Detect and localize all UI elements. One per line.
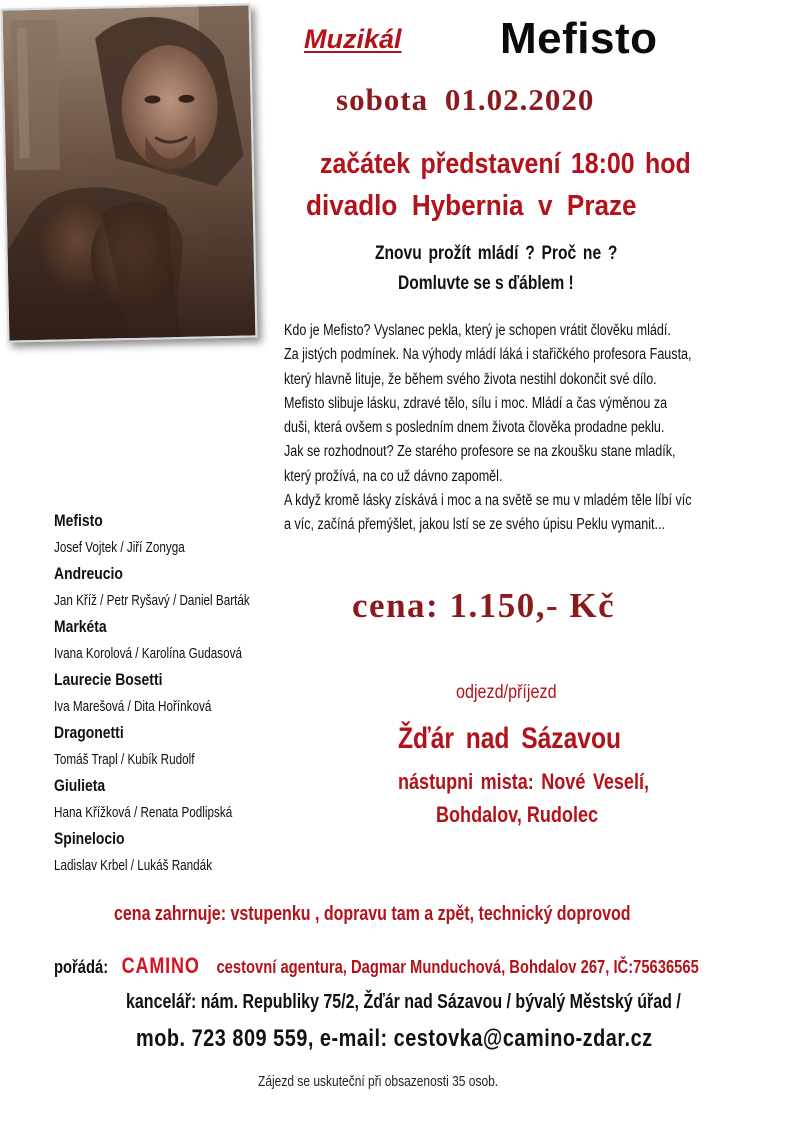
- cast-actors: Ladislav Krbel / Lukáš Randák: [54, 856, 213, 874]
- genre-label: Muzikál: [304, 24, 402, 54]
- cast-actors: Jan Kříž / Petr Ryšavý / Daniel Barták: [54, 591, 250, 609]
- cast-role: Laurecie Bosetti: [54, 670, 163, 689]
- cast-role: Markéta: [54, 617, 107, 636]
- cast-actors: Iva Marešová / Dita Hořínková: [54, 697, 212, 715]
- departure-city: Žďár nad Sázavou: [398, 722, 622, 755]
- cast-role: Spinelocio: [54, 829, 125, 848]
- synopsis: [284, 319, 754, 538]
- slogan-line-2: Domluvte se s ďáblem !: [398, 273, 574, 294]
- synopsis-line: Za jistých podmínek. Na výhody mládí láká i stařičkého profesora Fausta,: [284, 346, 692, 364]
- price-includes: cena zahrnuje: vstupenku , dopravu tam a zpět, technický doprovod: [114, 903, 631, 925]
- cast-role: Andreucio: [54, 564, 123, 583]
- cast-role: Dragonetti: [54, 723, 124, 742]
- show-date: sobota 01.02.2020: [336, 82, 595, 117]
- show-title: Mefisto: [500, 14, 658, 63]
- cast-actors: Ivana Korolová / Karolína Gudasová: [54, 644, 242, 662]
- cast-list: [54, 508, 354, 879]
- synopsis-line: který prožívá, na co už dávno zapoměl.: [284, 467, 503, 485]
- synopsis-line: který hlavně lituje, že během svého života nestihl dokončit své dílo.: [284, 370, 657, 388]
- show-venue: divadlo Hybernia v Praze: [306, 190, 637, 222]
- organizer-line: [54, 953, 699, 979]
- boarding-points-line-2: Bohdalov, Rudolec: [436, 802, 599, 827]
- organizer-label: pořádá:: [54, 957, 109, 977]
- departure-label: odjezd/příjezd: [456, 682, 557, 703]
- synopsis-line: Kdo je Mefisto? Vyslanec pekla, který je schopen vrátit člověku mládí.: [284, 322, 671, 339]
- poster-photo-art: [3, 5, 256, 340]
- synopsis-line: A když kromě lásky získává i moc a na světě se mu v mladém těle líbí víc: [284, 492, 692, 510]
- synopsis-line: a víc, začíná přemýšlet, jakou lstí se ze svého úpisu Peklu vymanit...: [284, 516, 666, 534]
- minimum-participants-note: Zájezd se uskuteční při obsazenosti 35 osob.: [258, 1073, 499, 1090]
- poster-photo: [1, 3, 258, 342]
- synopsis-line: duši, která ovšem s posledním dnem života člověka prodadne peklu.: [284, 419, 665, 437]
- cast-role: Giulieta: [54, 776, 106, 795]
- synopsis-line: Mefisto slibuje lásku, zdravé tělo, sílu i moc. Mládí a čas výměnou za: [284, 394, 668, 412]
- brand-logo-text: CAMINO: [121, 953, 200, 978]
- cast-actors: Hana Křížková / Renata Podlipská: [54, 803, 233, 821]
- office-address: kancelář: nám. Republiky 75/2, Žďár nad Sázavou / bývalý Městský úřad /: [126, 991, 681, 1013]
- price: cena: 1.150,- Kč: [352, 586, 616, 625]
- cast-actors: Tomáš Trapl / Kubík Rudolf: [54, 750, 195, 768]
- boarding-points-line-1: nástupni mista: Nové Veselí,: [398, 769, 650, 794]
- contact-info: mob. 723 809 559, e-mail: cestovka@camino-zdar.cz: [136, 1025, 653, 1052]
- slogan-line-1: Znovu prožít mládí ? Proč ne ?: [375, 243, 618, 264]
- agency-info: cestovní agentura, Dagmar Munduchová, Bohdalov 267, IČ:75636565: [216, 957, 699, 977]
- show-start-time: začátek představení 18:00 hod: [320, 148, 691, 180]
- cast-actors: Josef Vojtek / Jiří Zonyga: [54, 538, 185, 556]
- synopsis-line: Jak se rozhodnout? Ze starého profesore se na zkoušku stane mladík,: [284, 443, 676, 461]
- cast-role: Mefisto: [54, 511, 103, 530]
